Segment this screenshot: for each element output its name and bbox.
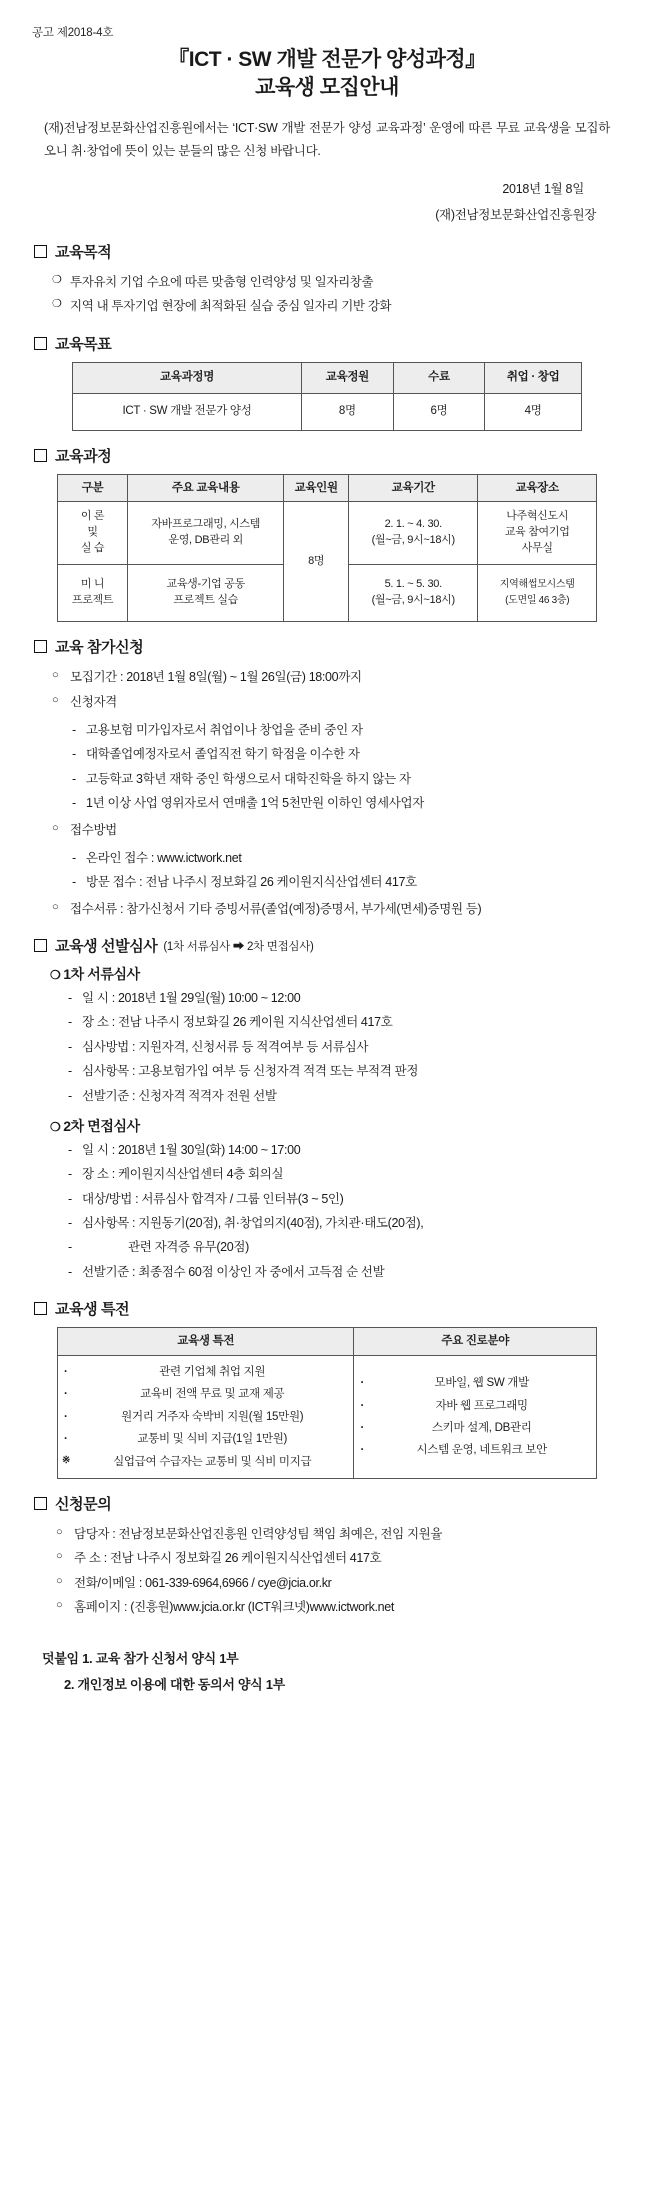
place-line-1: 나주혁신도시 [506, 510, 569, 523]
section-selection [30, 935, 624, 1284]
cell-period [349, 502, 478, 565]
list-item: · 교통비 및 식비 지급(1일 1만원) [62, 1428, 349, 1450]
application-method-head [52, 818, 624, 842]
selection-round1-heading: ❍ 1차 서류심사 [50, 964, 624, 984]
table-header-row [58, 1328, 597, 1356]
curriculum-table [57, 474, 597, 623]
attachment-line-2: 2. 개인정보 이용에 대한 동의서 양식 1부 [64, 1676, 285, 1692]
application-list [52, 665, 624, 714]
list-item: ○ 접수서류 : 참가신청서 기타 증빙서류(졸업(예정)증명서, 부가세(면세)증명원 등) [52, 897, 624, 921]
period-line-2: (월~금, 9시~18시) [371, 594, 455, 607]
table-row [73, 393, 582, 430]
title-line-2: 교육생 모집안내 [255, 76, 399, 100]
list-item: - 고등학교 3학년 재학 중인 학생으로서 대학진학을 하지 않는 자 [70, 767, 624, 791]
table-row [58, 502, 597, 565]
cell-benefits [58, 1355, 354, 1478]
cell-place [478, 565, 597, 622]
goal-table [72, 362, 582, 431]
list-item: · 모바일, 웹 SW 개발 [358, 1372, 592, 1394]
benefits-list [62, 1361, 349, 1473]
section-contact [30, 1493, 624, 1620]
cell-completion: 6명 [393, 393, 485, 430]
section-title-contact: 신청문의 [55, 1496, 112, 1514]
list-item: - 선발기준 : 신청자격 적격자 전원 선발 [66, 1084, 624, 1108]
place-line-3: 사무실 [521, 542, 553, 555]
cell-capacity: 8명 [302, 393, 394, 430]
list-item: - 일 시 : 2018년 1월 30일(화) 14:00 ~ 17:00 [66, 1138, 624, 1162]
list-item: - 방문 접수 : 전남 나주시 정보화길 26 케이원지식산업센터 417호 [70, 870, 624, 894]
cell-place [478, 502, 597, 565]
table-header-row [58, 474, 597, 502]
list-item: ○ 신청자격 [52, 690, 624, 714]
place-line-2: 교육 참여기업 [504, 526, 570, 539]
list-item: ○ 접수방법 [52, 818, 624, 842]
list-item: ○ 홈페이지 : (진흥원)www.jcia.or.kr (ICT워크넷)www.ictwork.net [56, 1595, 624, 1619]
list-item: - 대상/방법 : 서류심사 합격자 / 그룹 인터뷰(3 ~ 5인) [66, 1187, 624, 1211]
list-item: · 스키마 설계, DB관리 [358, 1417, 592, 1439]
document-title [30, 46, 624, 103]
list-item: - 1년 이상 사업 영위자로서 연매출 1억 5천만원 이하인 영세사업자 [70, 791, 624, 815]
list-item: - 대학졸업예정자로서 졸업직전 학기 학점을 이수한 자 [70, 742, 624, 766]
section-title-goal: 교육목표 [55, 335, 112, 353]
col-content: 주요 교육내용 [128, 474, 284, 502]
cell-people: 8명 [284, 502, 349, 622]
col-place: 교육장소 [478, 474, 597, 502]
list-item: ○ 주 소 : 전남 나주시 정보화길 26 케이원지식산업센터 417호 [56, 1546, 624, 1570]
issuing-organization: (재)전남정보문화산업진흥원장 [435, 207, 596, 222]
purpose-list [52, 270, 624, 319]
list-item: ❍ 투자유치 기업 수요에 따른 맞춤형 인력양성 및 일자리창출 [52, 270, 624, 294]
attachments-block [42, 1646, 624, 1698]
section-benefits [30, 1298, 624, 1479]
checkbox-icon [34, 1302, 47, 1315]
section-subtitle-selection: (1차 서류심사 ➡ 2차 면접심사) [163, 940, 314, 953]
list-item: - 일 시 : 2018년 1월 29일(월) 10:00 ~ 12:00 [66, 986, 624, 1010]
contact-list [56, 1522, 624, 1620]
place-line-1: 지역해썹모시스템 [499, 579, 575, 591]
list-item: · 원거리 거주자 숙박비 지원(월 15만원) [62, 1406, 349, 1428]
checkbox-icon [34, 640, 47, 653]
section-goal [30, 333, 624, 431]
section-title-selection: 교육생 선발심사 [55, 938, 158, 956]
col-course-name: 교육과정명 [73, 362, 302, 393]
col-employment: 취업 · 창업 [485, 362, 582, 393]
section-title-benefits: 교육생 특전 [55, 1301, 130, 1319]
cell-division: 미 니 프로젝트 [58, 565, 128, 622]
section-title-curriculum: 교육과정 [55, 447, 112, 465]
checkbox-icon [34, 449, 47, 462]
cell-career-fields [354, 1355, 597, 1478]
checkbox-icon [34, 245, 47, 258]
section-title-purpose: 교육목적 [55, 243, 112, 261]
section-heading-goal [34, 333, 624, 354]
list-item: - 선발기준 : 최종점수 60점 이상인 자 중에서 고득점 순 선발 [66, 1260, 624, 1284]
checkbox-icon [34, 337, 47, 350]
section-title-application: 교육 참가신청 [55, 639, 144, 657]
attachment-line-1: 덧붙임 1. 교육 참가 신청서 양식 1부 [42, 1650, 239, 1666]
col-people: 교육인원 [284, 474, 349, 502]
application-documents [52, 897, 624, 921]
period-line-2: (월~금, 9시~18시) [371, 534, 455, 547]
list-item: - 온라인 접수 : www.ictwork.net [70, 846, 624, 870]
checkbox-icon [34, 1497, 47, 1510]
list-item: · 관련 기업체 취업 지원 [62, 1361, 349, 1383]
list-item: · 교육비 전액 무료 및 교재 제공 [62, 1383, 349, 1405]
list-item: - 장 소 : 케이원지식산업센터 4층 회의실 [66, 1162, 624, 1186]
cell-content: 자바프로그래밍, 시스템 운영, DB관리 외 [128, 502, 284, 565]
list-item: ❍ 지역 내 투자기업 현장에 최적화된 실습 중심 일자리 기반 강화 [52, 294, 624, 318]
cell-division: 이 론 및 실 습 [58, 502, 128, 565]
cell-period [349, 565, 478, 622]
cell-content: 교육생-기업 공동 프로젝트 실습 [128, 565, 284, 622]
list-item: ○ 모집기간 : 2018년 1월 8일(월) ~ 1월 26일(금) 18:00까지 [52, 665, 624, 689]
title-line-1: 『ICT · SW 개발 전문가 양성과정』 [168, 48, 486, 71]
section-heading-curriculum [34, 445, 624, 466]
period-line-1: 5. 1. ~ 5. 30. [384, 578, 442, 591]
list-item: - 심사방법 : 지원자격, 신청서류 등 적격여부 등 서류심사 [66, 1035, 624, 1059]
list-item: - 심사항목 : 고용보험가입 여부 등 신청자격 적격 또는 부적격 판정 [66, 1059, 624, 1083]
col-capacity: 교육정원 [302, 362, 394, 393]
col-completion: 수료 [393, 362, 485, 393]
list-item: - 장 소 : 전남 나주시 정보화길 26 케이원 지식산업센터 417호 [66, 1010, 624, 1034]
application-method-list [70, 846, 624, 895]
col-benefits: 교육생 특전 [58, 1328, 354, 1356]
col-career-fields: 주요 진로분야 [354, 1328, 597, 1356]
career-fields-list [358, 1372, 592, 1462]
list-item: - 심사항목 : 지원동기(20점), 취·창업의지(40점), 가치관·태도(20점), [66, 1211, 624, 1235]
table-row [58, 1355, 597, 1478]
list-item: · 자바 웹 프로그래밍 [358, 1395, 592, 1417]
cell-employment: 4명 [485, 393, 582, 430]
list-item: ○ 전화/이메일 : 061-339-6964,6966 / cye@jcia.or.kr [56, 1571, 624, 1595]
list-item: - 고용보험 미가입자로서 취업이나 창업을 준비 중인 자 [70, 718, 624, 742]
list-item-continuation: - 관련 자격증 유무(20점) [66, 1235, 624, 1259]
section-purpose [30, 241, 624, 319]
table-header-row [73, 362, 582, 393]
section-heading-selection [34, 935, 624, 956]
list-item: ○ 담당자 : 전남정보문화산업진흥원 인력양성팀 책임 최예은, 전임 지원율 [56, 1522, 624, 1546]
selection-round2-heading: ❍ 2차 면접심사 [50, 1116, 624, 1136]
selection-round2-list [66, 1138, 624, 1284]
section-curriculum [30, 445, 624, 623]
cell-course-name: ICT · SW 개발 전문가 양성 [73, 393, 302, 430]
section-heading-contact [34, 1493, 624, 1514]
intro-paragraph: (재)전남정보문화산업진흥원에서는 ‘ICT·SW 개발 전문가 양성 교육과정’ 운영에 따른 무료 교육생을 모집하오니 취·창업에 뜻이 있는 분들의 많은 신청 바랍니다. [44, 120, 610, 158]
section-heading-benefits [34, 1298, 624, 1319]
selection-round1-list [66, 986, 624, 1108]
checkbox-icon [34, 939, 47, 952]
section-application [30, 636, 624, 921]
list-item: · 시스템 운영, 네트워크 보안 [358, 1439, 592, 1461]
period-line-1: 2. 1. ~ 4. 30. [384, 518, 442, 531]
col-period: 교육기간 [349, 474, 478, 502]
notice-number: 공고 제2018-4호 [32, 27, 114, 39]
benefits-table [57, 1327, 597, 1479]
section-heading-purpose [34, 241, 624, 262]
qualification-list [70, 718, 624, 816]
place-line-2: (도면일 46 3층) [505, 595, 570, 607]
col-division: 구분 [58, 474, 128, 502]
list-item-note: ※ 실업급여 수급자는 교통비 및 식비 미지급 [62, 1451, 349, 1473]
issue-date: 2018년 1월 8일 [502, 181, 584, 196]
section-heading-application [34, 636, 624, 657]
